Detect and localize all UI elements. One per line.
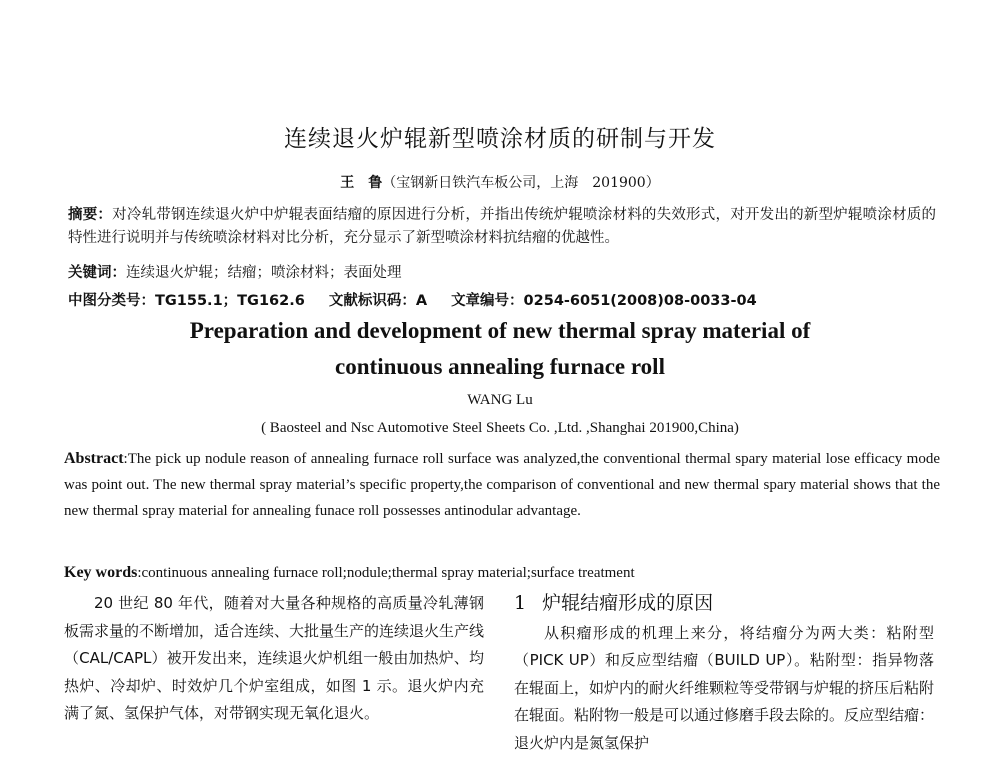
english-abstract-label: Abstract	[64, 450, 124, 467]
chinese-author: 王 鲁	[340, 175, 383, 191]
article-number: 文章编号：0254-6051(2008)08-0033-04	[451, 293, 757, 309]
english-affiliation: ( Baosteel and Nsc Automotive Steel Sheets Co. ,Ltd. ,Shanghai 201900,China)	[261, 420, 739, 436]
section-number: 1	[514, 592, 527, 614]
english-keywords-text: :continuous annealing furnace roll;nodule;thermal spray material;surface treatment	[137, 565, 635, 581]
classification-line	[68, 290, 936, 313]
english-keywords-label: Key words	[64, 564, 138, 581]
document-code: 文献标识码：A	[328, 293, 428, 309]
chinese-keywords-label: 关键词：	[68, 265, 126, 281]
english-keywords	[64, 560, 940, 586]
chinese-title: 连续退火炉辊新型喷涂材质的研制与开发	[284, 126, 716, 152]
section-heading	[514, 590, 934, 618]
chinese-author-line	[0, 172, 1000, 192]
chinese-abstract-label: 摘要：	[68, 207, 113, 223]
chinese-keywords-text: 连续退火炉辊；结瘤；喷涂材料；表面处理	[126, 265, 402, 281]
body-right-column	[514, 590, 934, 757]
chinese-keywords	[68, 262, 936, 285]
chinese-abstract-text: 对冷轧带钢连续退火炉中炉辊表面结瘤的原因进行分析，并指出传统炉辊喷涂材料的失效形式，对开发出的新型炉辊喷涂材质的特性进行说明并与传统喷涂材料对比分析，充分显示了新型喷涂材料抗结瘤的优越性。	[68, 207, 937, 246]
english-title-line-2: continuous annealing furnace roll	[335, 354, 665, 379]
english-author: WANG Lu	[467, 392, 533, 408]
body-left-column: 20 世纪 80 年代，随着对大量各种规格的高质量冷轧薄钢板需求量的不断增加，适合连续、大批量生产的连续退火生产线（CAL/CAPL）被开发出来，连续退火炉机组一般由加热炉、均热炉、冷却炉、时效炉几个炉室组成，如图 1 示。退火炉内充满了氮、氢保护气体，对带钢实现无氧化退火。	[64, 594, 485, 722]
chinese-abstract	[68, 204, 936, 250]
section-title: 炉辊结瘤形成的原因	[542, 592, 714, 614]
english-abstract	[64, 446, 940, 524]
english-abstract-text: :The pick up nodule reason of annealing furnace roll surface was analyzed,the conventional thermal spary material lose efficacy mode was point out. The new thermal spray material’s specific property,the comparison of conventional and new thermal spary material shows that the new thermal spray material for annealing funace roll possesses antinodular advantage.	[64, 451, 940, 519]
section-paragraph: 从积瘤形成的机理上来分，将结瘤分为两大类：粘附型（PICK UP）和反应型结瘤（BUILD UP）。粘附型：指异物落在辊面上，如炉内的耐火纤维颗粒等受带钢与炉辊的挤压后粘附在辊面。粘附物一般是可以通过修磨手段去除的。反应型结瘤：退火炉内是氮氢保护	[514, 623, 935, 752]
clc-number: 中图分类号：TG155.1；TG162.6	[68, 293, 305, 309]
english-title-line-1: Preparation and development of new thermal spray material of	[189, 318, 811, 343]
chinese-affiliation: （宝钢新日铁汽车板公司，上海 201900）	[382, 175, 660, 191]
